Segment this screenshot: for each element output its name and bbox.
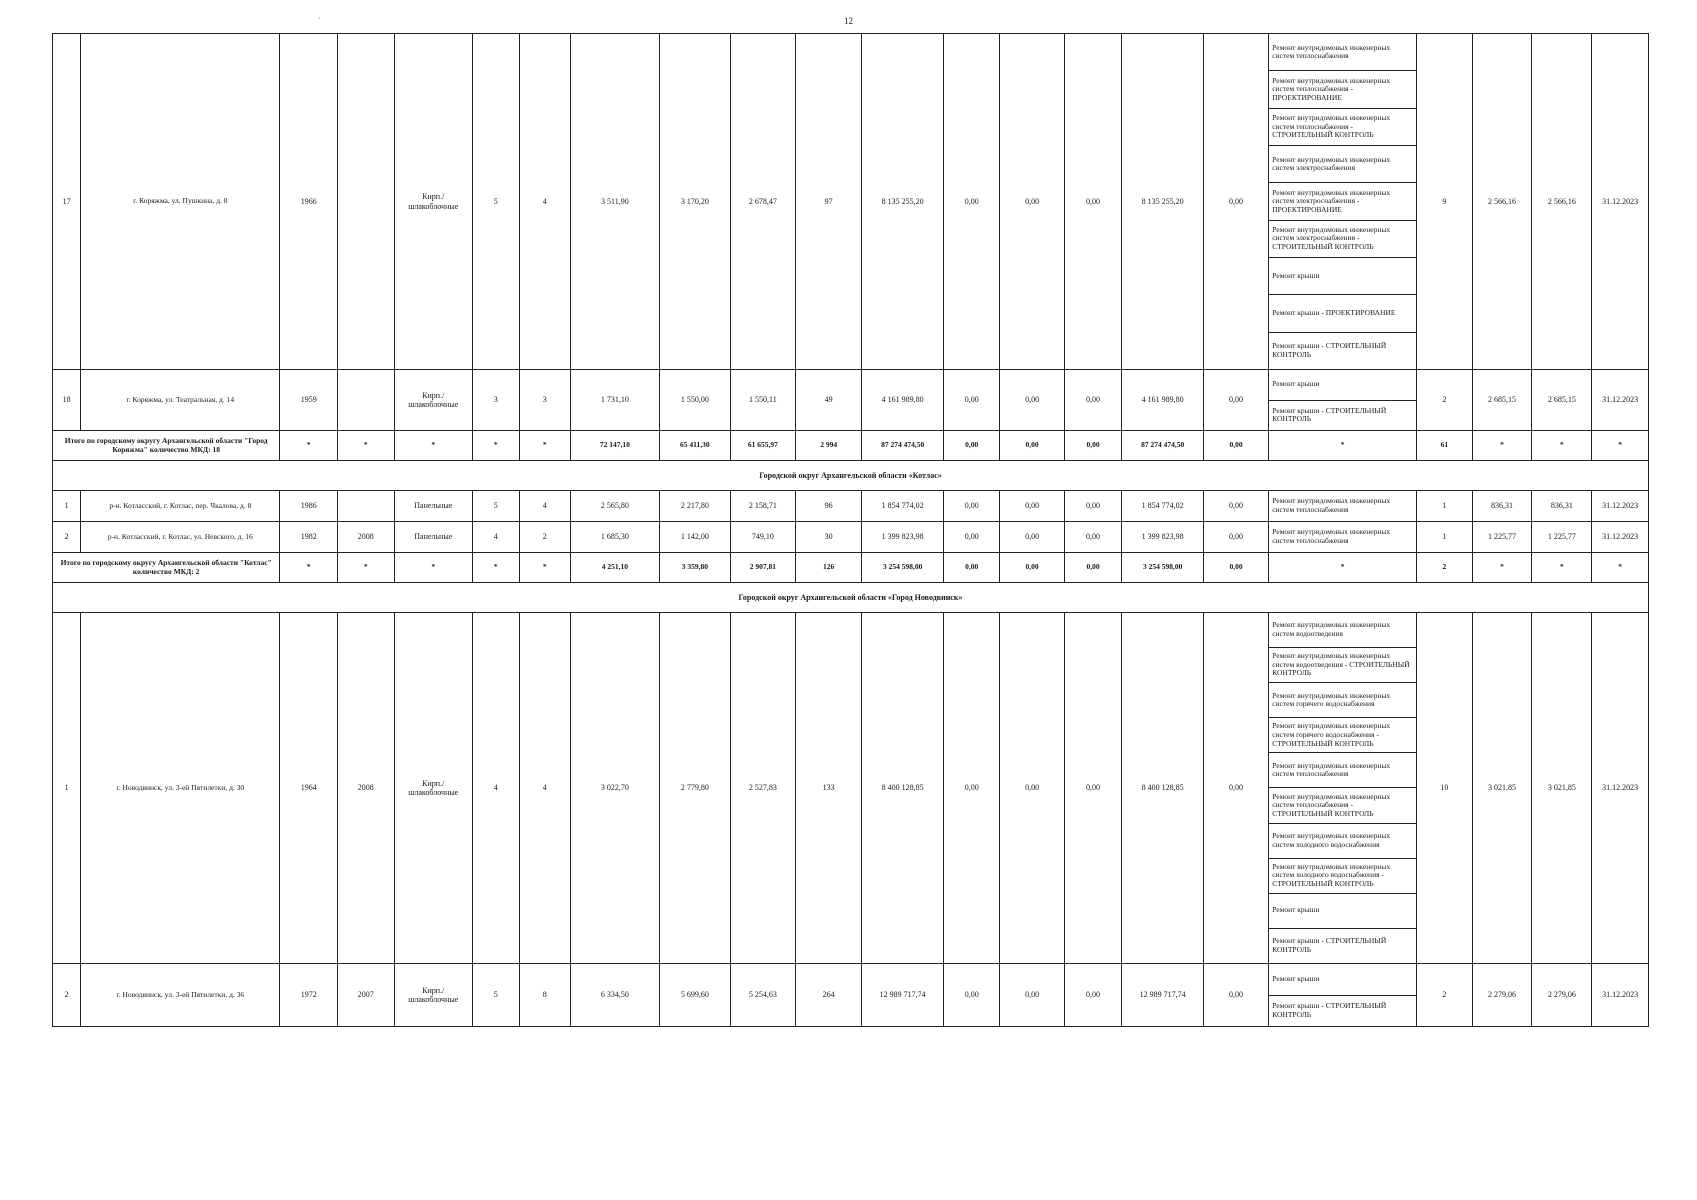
address-cell: г. Новодвинск, ул. 3-ей Пятилетки, д. 36 <box>81 964 280 1027</box>
residents-cell: 96 <box>795 491 861 522</box>
fund-regional-cell: 0,00 <box>1000 522 1064 553</box>
work-item: Ремонт крыши <box>1269 964 1416 996</box>
works-count-cell: 2 <box>1417 964 1472 1027</box>
entrances-cell: 8 <box>519 964 570 1027</box>
fund-regional-cell: 0,00 <box>1000 34 1064 370</box>
page-number: 12 <box>844 16 853 26</box>
subtotal-placeholder-cell: * <box>519 553 570 583</box>
unit-cost-cell: 2 566,16 <box>1472 34 1532 370</box>
total-area-cell: 3 022,70 <box>570 613 659 964</box>
subtotal-fund-owners-cell: 3 254 598,00 <box>1122 553 1204 583</box>
subtotal-placeholder-cell: * <box>472 553 519 583</box>
floors-cell: 3 <box>472 370 519 431</box>
section-header-row <box>53 461 1649 491</box>
subtotal-works-cell: * <box>1269 553 1417 583</box>
works-count-cell: 9 <box>1417 34 1472 370</box>
work-item: Ремонт внутридомовых инженерных систем теплоснабжения - ПРОЕКТИРОВАНИЕ <box>1269 71 1416 108</box>
year-built-cell: 1959 <box>280 370 338 431</box>
area-residential-cell: 2 527,83 <box>730 613 795 964</box>
address-cell: г. Коряжма, ул. Пушкина, д. 8 <box>81 34 280 370</box>
subtotal-placeholder-cell: * <box>394 431 472 461</box>
fund-local-cell: 0,00 <box>1064 613 1122 964</box>
fund-fss-cell: 0,00 <box>943 491 1000 522</box>
year-built-cell: 1982 <box>280 522 338 553</box>
limit-cost-cell: 1 225,77 <box>1532 522 1592 553</box>
deadline-cell: 31.12.2023 <box>1592 522 1649 553</box>
subtotal-works-cell: * <box>1269 431 1417 461</box>
residents-cell: 49 <box>795 370 861 431</box>
work-item: Ремонт внутридомовых инженерных систем электроснабжения - СТРОИТЕЛЬНЫЙ КОНТРОЛЬ <box>1269 221 1416 258</box>
work-item: Ремонт крыши - СТРОИТЕЛЬНЫЙ КОНТРОЛЬ <box>1272 1001 1387 1019</box>
subtotal-placeholder-cell: * <box>338 431 395 461</box>
address-cell: г. Коряжма, ул. Театральная, д. 14 <box>81 370 280 431</box>
works-cell <box>1269 34 1417 370</box>
subtotal-fund-other-cell: 0,00 <box>1203 431 1268 461</box>
work-item: Ремонт крыши <box>1269 370 1416 401</box>
building-row <box>53 964 1649 1027</box>
subtotal-fund-other-cell: 0,00 <box>1203 553 1268 583</box>
residents-cell: 97 <box>795 34 861 370</box>
year-built-cell: 1964 <box>280 613 338 964</box>
subtotal-deadline-cell: * <box>1592 553 1649 583</box>
year-overhaul-cell <box>338 370 395 431</box>
limit-cost-cell: 3 021,85 <box>1532 613 1592 964</box>
area-premises-cell: 1 550,00 <box>660 370 731 431</box>
total-area-cell: 2 565,80 <box>570 491 659 522</box>
subtotal-label: Итого по городскому округу Архангельской области "Город Коряжма" количество МКД: 18 <box>53 431 280 461</box>
subtotal-placeholder-cell: * <box>472 431 519 461</box>
limit-cost-cell: 836,31 <box>1532 491 1592 522</box>
row-number-cell: 1 <box>53 491 81 522</box>
subtotal-placeholder-cell: * <box>519 431 570 461</box>
work-item: Ремонт внутридомовых инженерных систем холодного водоснабжения - СТРОИТЕЛЬНЫЙ КОНТРОЛЬ <box>1269 859 1416 894</box>
fund-other-cell: 0,00 <box>1203 964 1268 1027</box>
fund-regional-cell: 0,00 <box>1000 964 1064 1027</box>
fund-local-cell: 0,00 <box>1064 522 1122 553</box>
fund-local-cell: 0,00 <box>1064 491 1122 522</box>
wall-material-cell: Кирп./ шлакоблочные <box>394 370 472 431</box>
residents-cell: 30 <box>795 522 861 553</box>
address-cell: г. Новодвинск, ул. 3-ей Пятилетки, д. 30 <box>81 613 280 964</box>
floors-cell: 5 <box>472 34 519 370</box>
area-residential-cell: 2 678,47 <box>730 34 795 370</box>
floors-cell: 5 <box>472 964 519 1027</box>
year-overhaul-cell: 2008 <box>338 613 395 964</box>
works-count-cell: 2 <box>1417 370 1472 431</box>
floors-cell: 4 <box>472 613 519 964</box>
fund-owners-cell: 1 399 823,98 <box>1122 522 1204 553</box>
cost-total-cell: 8 135 255,20 <box>862 34 944 370</box>
area-premises-cell: 1 142,00 <box>660 522 731 553</box>
area-residential-cell: 2 158,71 <box>730 491 795 522</box>
fund-owners-cell: 8 135 255,20 <box>1122 34 1204 370</box>
entrances-cell: 4 <box>519 613 570 964</box>
register-body <box>53 34 1649 1027</box>
subtotal-area-residential-cell: 61 655,97 <box>730 431 795 461</box>
work-item: Ремонт внутридомовых инженерных систем водоотведения <box>1269 613 1416 648</box>
work-item: Ремонт внутридомовых инженерных систем горячего водоснабжения <box>1269 683 1416 718</box>
works-list <box>1269 522 1416 552</box>
fund-other-cell: 0,00 <box>1203 34 1268 370</box>
year-overhaul-cell <box>338 491 395 522</box>
subtotal-placeholder-cell: * <box>394 553 472 583</box>
subtotal-unit-cost-cell: * <box>1472 553 1532 583</box>
work-item: Ремонт крыши <box>1269 258 1416 295</box>
row-number-cell: 2 <box>53 522 81 553</box>
unit-cost-cell: 836,31 <box>1472 491 1532 522</box>
entrances-cell: 4 <box>519 34 570 370</box>
area-residential-cell: 749,10 <box>730 522 795 553</box>
year-built-cell: 1986 <box>280 491 338 522</box>
building-row <box>53 370 1649 431</box>
wall-material-cell: Кирп./ шлакоблочные <box>394 964 472 1027</box>
wall-material-cell: Панельные <box>394 491 472 522</box>
subtotal-residents-cell: 126 <box>795 553 861 583</box>
row-number-cell: 17 <box>53 34 81 370</box>
subtotal-area-residential-cell: 2 907,81 <box>730 553 795 583</box>
work-item: Ремонт крыши - СТРОИТЕЛЬНЫЙ КОНТРОЛЬ <box>1272 936 1387 954</box>
fund-fss-cell: 0,00 <box>943 613 1000 964</box>
year-overhaul-cell: 2008 <box>338 522 395 553</box>
work-item: Ремонт крыши - СТРОИТЕЛЬНЫЙ КОНТРОЛЬ <box>1272 405 1387 424</box>
work-item: Ремонт внутридомовых инженерных систем теплоснабжения - СТРОИТЕЛЬНЫЙ КОНТРОЛЬ <box>1269 788 1416 823</box>
deadline-cell: 31.12.2023 <box>1592 370 1649 431</box>
work-item: Ремонт внутридомовых инженерных систем теплоснабжения <box>1269 34 1416 71</box>
subtotal-placeholder-cell: * <box>280 431 338 461</box>
work-item: Ремонт внутридомовых инженерных систем теплоснабжения - СТРОИТЕЛЬНЫЙ КОНТРОЛЬ <box>1269 109 1416 146</box>
works-cell <box>1269 522 1417 553</box>
cost-total-cell: 8 400 128,85 <box>862 613 944 964</box>
fund-fss-cell: 0,00 <box>943 522 1000 553</box>
subtotal-limit-cost-cell: * <box>1532 431 1592 461</box>
section-header-row <box>53 583 1649 613</box>
works-cell <box>1269 964 1417 1027</box>
area-premises-cell: 2 217,80 <box>660 491 731 522</box>
entrances-cell: 3 <box>519 370 570 431</box>
section-title: Городской округ Архангельской области «Котлас» <box>53 461 1649 491</box>
subtotal-fund-fss-cell: 0,00 <box>943 431 1000 461</box>
subtotal-placeholder-cell: * <box>280 553 338 583</box>
subtotal-fund-owners-cell: 87 274 474,50 <box>1122 431 1204 461</box>
fund-owners-cell: 1 854 774,02 <box>1122 491 1204 522</box>
subtotal-works-count-cell: 2 <box>1417 553 1472 583</box>
subtotal-area-premises-cell: 65 411,30 <box>660 431 731 461</box>
subtotal-deadline-cell: * <box>1592 431 1649 461</box>
fund-other-cell: 0,00 <box>1203 491 1268 522</box>
scan-speck: · <box>318 14 321 23</box>
subtotal-row <box>53 431 1649 461</box>
fund-local-cell: 0,00 <box>1064 370 1122 431</box>
subtotal-row <box>53 553 1649 583</box>
fund-other-cell: 0,00 <box>1203 613 1268 964</box>
unit-cost-cell: 2 685,15 <box>1472 370 1532 431</box>
unit-cost-cell: 3 021,85 <box>1472 613 1532 964</box>
total-area-cell: 1 685,30 <box>570 522 659 553</box>
works-count-cell: 10 <box>1417 613 1472 964</box>
work-item: Ремонт крыши - ПРОЕКТИРОВАНИЕ <box>1269 295 1416 332</box>
subtotal-area-premises-cell: 3 359,80 <box>660 553 731 583</box>
works-cell <box>1269 370 1417 431</box>
address-cell: р-н. Котласский, г. Котлас, ул. Невского, д. 16 <box>81 522 280 553</box>
building-row <box>53 613 1649 964</box>
subtotal-limit-cost-cell: * <box>1532 553 1592 583</box>
subtotal-total-area-cell: 4 251,10 <box>570 553 659 583</box>
fund-owners-cell: 8 400 128,85 <box>1122 613 1204 964</box>
area-residential-cell: 1 550,11 <box>730 370 795 431</box>
fund-regional-cell: 0,00 <box>1000 613 1064 964</box>
works-count-cell: 1 <box>1417 522 1472 553</box>
wall-material-cell: Кирп./ шлакоблочные <box>394 613 472 964</box>
year-built-cell: 1972 <box>280 964 338 1027</box>
work-item: Ремонт крыши <box>1269 894 1416 929</box>
year-built-cell: 1966 <box>280 34 338 370</box>
works-cell <box>1269 613 1417 964</box>
total-area-cell: 1 731,10 <box>570 370 659 431</box>
subtotal-fund-local-cell: 0,00 <box>1064 553 1122 583</box>
limit-cost-cell: 2 566,16 <box>1532 34 1592 370</box>
row-number-cell: 1 <box>53 613 81 964</box>
deadline-cell: 31.12.2023 <box>1592 491 1649 522</box>
works-list <box>1269 370 1416 430</box>
work-item: Ремонт внутридомовых инженерных систем теплоснабжения <box>1272 527 1391 545</box>
works-list <box>1269 34 1416 369</box>
subtotal-placeholder-cell: * <box>338 553 395 583</box>
area-premises-cell: 3 170,20 <box>660 34 731 370</box>
fund-local-cell: 0,00 <box>1064 34 1122 370</box>
unit-cost-cell: 2 279,06 <box>1472 964 1532 1027</box>
works-list <box>1269 491 1416 521</box>
subtotal-works-count-cell: 61 <box>1417 431 1472 461</box>
total-area-cell: 3 511,90 <box>570 34 659 370</box>
total-area-cell: 6 334,50 <box>570 964 659 1027</box>
work-item: Ремонт внутридомовых инженерных систем теплоснабжения <box>1272 496 1391 514</box>
cost-total-cell: 4 161 989,80 <box>862 370 944 431</box>
fund-owners-cell: 4 161 989,80 <box>1122 370 1204 431</box>
limit-cost-cell: 2 279,06 <box>1532 964 1592 1027</box>
deadline-cell: 31.12.2023 <box>1592 613 1649 964</box>
works-count-cell: 1 <box>1417 491 1472 522</box>
year-overhaul-cell <box>338 34 395 370</box>
building-row <box>53 522 1649 553</box>
wall-material-cell: Панельные <box>394 522 472 553</box>
works-cell <box>1269 491 1417 522</box>
works-list <box>1269 964 1416 1026</box>
subtotal-fund-fss-cell: 0,00 <box>943 553 1000 583</box>
fund-local-cell: 0,00 <box>1064 964 1122 1027</box>
fund-other-cell: 0,00 <box>1203 370 1268 431</box>
row-number-cell: 2 <box>53 964 81 1027</box>
deadline-cell: 31.12.2023 <box>1592 34 1649 370</box>
work-item: Ремонт внутридомовых инженерных систем водоотведения - СТРОИТЕЛЬНЫЙ КОНТРОЛЬ <box>1269 648 1416 683</box>
year-overhaul-cell: 2007 <box>338 964 395 1027</box>
subtotal-cost-total-cell: 3 254 598,00 <box>862 553 944 583</box>
subtotal-fund-regional-cell: 0,00 <box>1000 553 1064 583</box>
building-row <box>53 34 1649 370</box>
entrances-cell: 2 <box>519 522 570 553</box>
work-item: Ремонт внутридомовых инженерных систем электроснабжения <box>1269 146 1416 183</box>
building-row <box>53 491 1649 522</box>
deadline-cell: 31.12.2023 <box>1592 964 1649 1027</box>
subtotal-residents-cell: 2 994 <box>795 431 861 461</box>
cost-total-cell: 1 854 774,02 <box>862 491 944 522</box>
subtotal-unit-cost-cell: * <box>1472 431 1532 461</box>
fund-fss-cell: 0,00 <box>943 34 1000 370</box>
area-premises-cell: 5 699,60 <box>660 964 731 1027</box>
fund-fss-cell: 0,00 <box>943 964 1000 1027</box>
section-title: Городской округ Архангельской области «Город Новодвинск» <box>53 583 1649 613</box>
floors-cell: 5 <box>472 491 519 522</box>
work-item: Ремонт внутридомовых инженерных систем электроснабжения - ПРОЕКТИРОВАНИЕ <box>1269 183 1416 220</box>
residents-cell: 133 <box>795 613 861 964</box>
floors-cell: 4 <box>472 522 519 553</box>
limit-cost-cell: 2 685,15 <box>1532 370 1592 431</box>
subtotal-label: Итого по городскому округу Архангельской области "Котлас" количество МКД: 2 <box>53 553 280 583</box>
subtotal-fund-regional-cell: 0,00 <box>1000 431 1064 461</box>
address-cell: р-н. Котласский, г. Котлас, пер. Чкалова, д. 8 <box>81 491 280 522</box>
area-residential-cell: 5 254,63 <box>730 964 795 1027</box>
work-item: Ремонт внутридомовых инженерных систем теплоснабжения <box>1269 753 1416 788</box>
subtotal-total-area-cell: 72 147,10 <box>570 431 659 461</box>
cost-total-cell: 1 399 823,98 <box>862 522 944 553</box>
fund-fss-cell: 0,00 <box>943 370 1000 431</box>
fund-owners-cell: 12 989 717,74 <box>1122 964 1204 1027</box>
residents-cell: 264 <box>795 964 861 1027</box>
row-number-cell: 18 <box>53 370 81 431</box>
works-list <box>1269 613 1416 963</box>
subtotal-cost-total-cell: 87 274 474,50 <box>862 431 944 461</box>
fund-regional-cell: 0,00 <box>1000 491 1064 522</box>
wall-material-cell: Кирп./ шлакоблочные <box>394 34 472 370</box>
cost-total-cell: 12 989 717,74 <box>862 964 944 1027</box>
subtotal-fund-local-cell: 0,00 <box>1064 431 1122 461</box>
work-item: Ремонт внутридомовых инженерных систем горячего водоснабжения - СТРОИТЕЛЬНЫЙ КОНТРОЛЬ <box>1269 718 1416 753</box>
area-premises-cell: 2 779,80 <box>660 613 731 964</box>
fund-regional-cell: 0,00 <box>1000 370 1064 431</box>
entrances-cell: 4 <box>519 491 570 522</box>
work-item: Ремонт внутридомовых инженерных систем холодного водоснабжения <box>1269 824 1416 859</box>
unit-cost-cell: 1 225,77 <box>1472 522 1532 553</box>
housing-repair-register-table <box>52 33 1649 1027</box>
fund-other-cell: 0,00 <box>1203 522 1268 553</box>
work-item: Ремонт крыши - СТРОИТЕЛЬНЫЙ КОНТРОЛЬ <box>1272 341 1387 359</box>
